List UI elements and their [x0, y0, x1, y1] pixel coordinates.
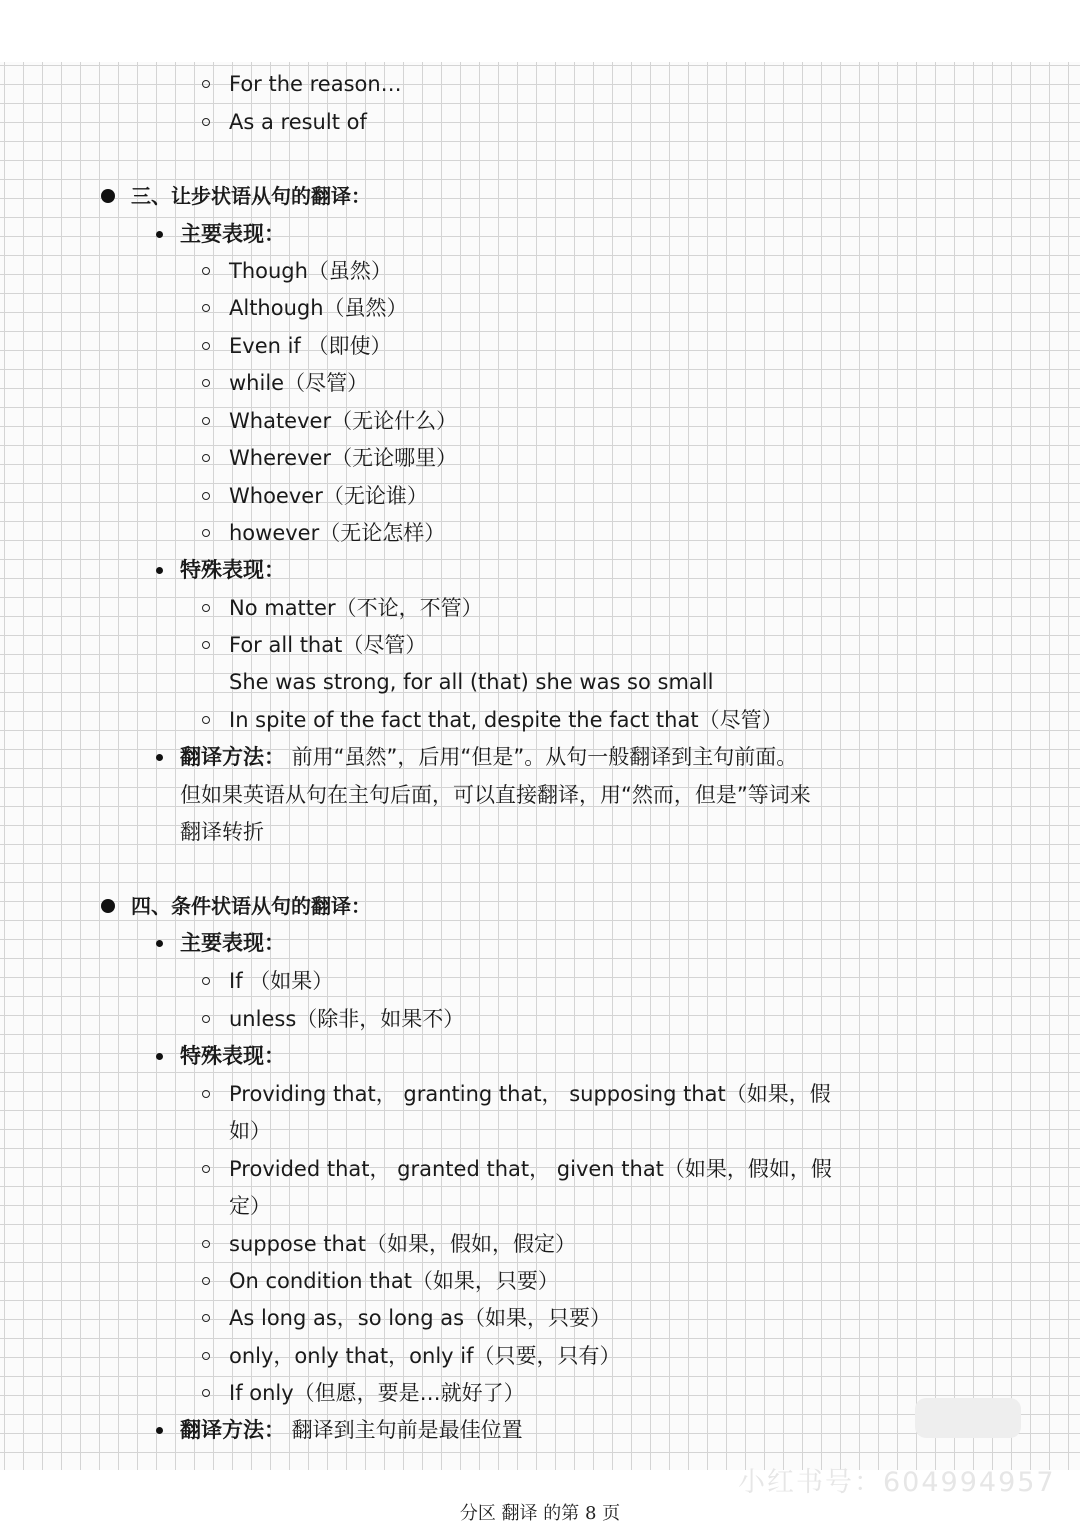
hollow-bullet-icon [202, 977, 210, 985]
hollow-bullet-icon [202, 492, 210, 500]
list-item: As a result of [229, 110, 367, 134]
s3-method [180, 743, 797, 771]
list-item: while（尽管） [229, 371, 369, 395]
s3-method-text: 前用“虽然”，后用“但是”。从句一般翻译到主句前面。 [285, 745, 798, 769]
hollow-bullet-icon [202, 1352, 210, 1360]
s3-main-label: 主要表现： [180, 222, 285, 246]
s3-method-label: 翻译方法： [180, 745, 285, 769]
list-item: however（无论怎样） [229, 521, 446, 545]
hollow-bullet-icon [202, 529, 210, 537]
s4-method-label: 翻译方法： [180, 1418, 285, 1442]
bullet-icon [101, 189, 115, 203]
example-sentence: She was strong, for all (that) she was so small [229, 670, 714, 694]
small-bullet-icon [156, 567, 163, 574]
watermark-text: 小红书号：604994957 [738, 1467, 1056, 1498]
list-item: Although（虽然） [229, 296, 408, 320]
section-4-heading: 四、条件状语从句的翻译： [131, 894, 371, 918]
list-item: suppose that（如果，假如，假定） [229, 1232, 576, 1256]
list-item: Whatever（无论什么） [229, 409, 458, 433]
small-bullet-icon [156, 1427, 163, 1434]
hollow-bullet-icon [202, 716, 210, 724]
hollow-bullet-icon [202, 1277, 210, 1285]
hollow-bullet-icon [202, 417, 210, 425]
hollow-bullet-icon [202, 379, 210, 387]
s3-method-line2: 但如果英语从句在主句后面，可以直接翻译，用“然而，但是”等词来 [180, 783, 811, 807]
hollow-bullet-icon [202, 604, 210, 612]
hollow-bullet-icon [202, 118, 210, 126]
hollow-bullet-icon [202, 304, 210, 312]
section-3-heading: 三、让步状语从句的翻译： [131, 184, 371, 208]
list-item-continuation: 如） [229, 1119, 271, 1143]
hollow-bullet-icon [202, 1090, 210, 1098]
small-bullet-icon [156, 940, 163, 947]
s3-special-label: 特殊表现： [180, 558, 285, 582]
list-item: Providing that， granting that， supposing that（如果，假 [229, 1082, 831, 1106]
list-item: unless（除非，如果不） [229, 1007, 465, 1031]
small-bullet-icon [156, 1053, 163, 1060]
bullet-icon [101, 899, 115, 913]
small-bullet-icon [156, 231, 163, 238]
hollow-bullet-icon [202, 1314, 210, 1322]
list-item: As long as，so long as（如果，只要） [229, 1306, 612, 1330]
list-item: Provided that， granted that， given that（如果，假如，假 [229, 1157, 832, 1181]
hollow-bullet-icon [202, 1165, 210, 1173]
list-item: For the reason… [229, 72, 402, 96]
hollow-bullet-icon [202, 342, 210, 350]
list-item: If only（但愿，要是…就好了） [229, 1381, 525, 1405]
list-item: In spite of the fact that, despite the fact that（尽管） [229, 708, 783, 732]
hollow-bullet-icon [202, 80, 210, 88]
list-item: If （如果） [229, 969, 334, 993]
s4-special-label: 特殊表现： [180, 1044, 285, 1068]
list-item: Wherever（无论哪里） [229, 446, 458, 470]
page-footer: 分区 翻译 的第 8 页 [459, 1503, 621, 1524]
hollow-bullet-icon [202, 1240, 210, 1248]
list-item: On condition that（如果，只要） [229, 1269, 559, 1293]
list-item: For all that（尽管） [229, 633, 427, 657]
list-item: Whoever（无论谁） [229, 484, 428, 508]
list-item: Even if （即使） [229, 334, 392, 358]
hollow-bullet-icon [202, 267, 210, 275]
hollow-bullet-icon [202, 1389, 210, 1397]
s4-method [180, 1416, 523, 1444]
hollow-bullet-icon [202, 641, 210, 649]
list-item-continuation: 定） [229, 1194, 271, 1218]
hollow-bullet-icon [202, 454, 210, 462]
s4-method-text: 翻译到主句前是最佳位置 [285, 1418, 523, 1442]
list-item: Though（虽然） [229, 259, 392, 283]
list-item: No matter（不论，不管） [229, 596, 483, 620]
small-bullet-icon [156, 754, 163, 761]
s3-method-line3: 翻译转折 [180, 820, 264, 844]
list-item: only，only that，only if（只要，只有） [229, 1344, 621, 1368]
s4-main-label: 主要表现： [180, 931, 285, 955]
hollow-bullet-icon [202, 1015, 210, 1023]
